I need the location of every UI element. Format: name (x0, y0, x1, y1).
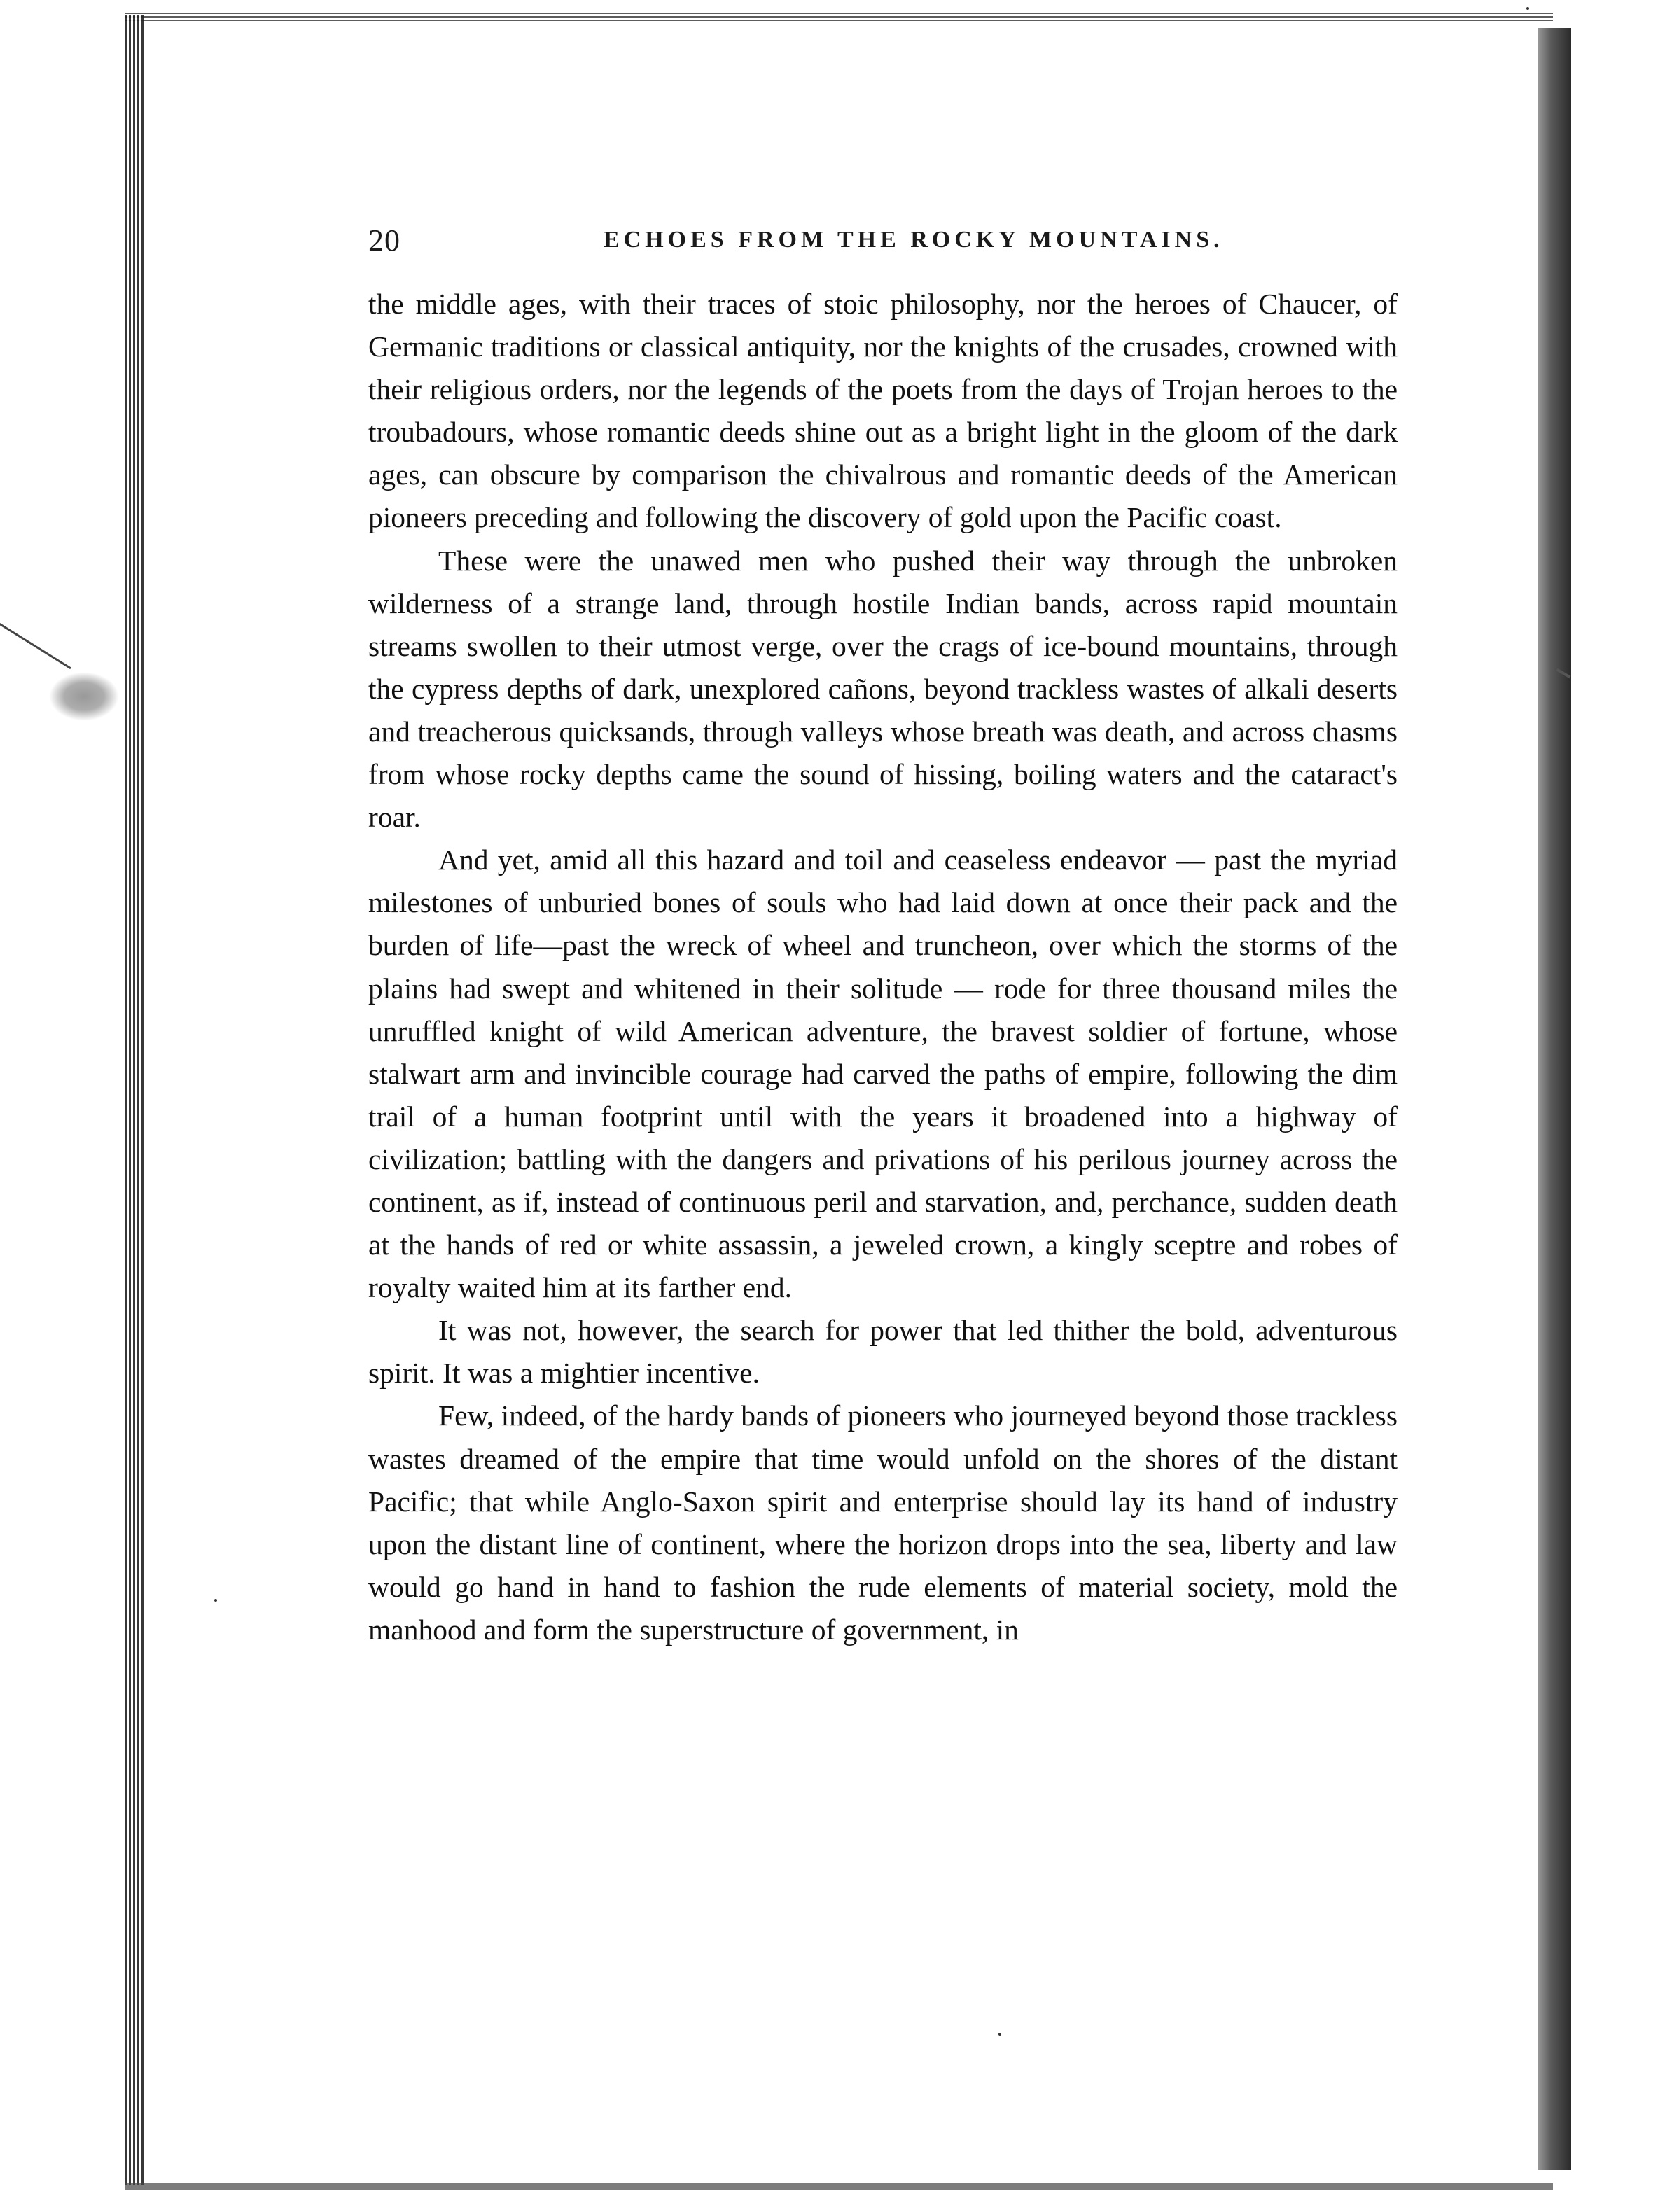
stray-dot (1526, 7, 1529, 10)
running-title: ECHOES FROM THE ROCKY MOUNTAINS. (604, 227, 1224, 253)
paragraph: the middle ages, with their traces of stoic philosophy, nor the heroes of Chaucer, of Germanic traditions or classical antiquity, nor the knights of the crusades, crowned with their religious orders, nor the legends of the poets from the days of Trojan heroes to the troubadours, whose romantic deeds shine out as a bright light in the gloom of the dark ages, can obscure by comparison the chivalrous and romantic deeds of the American pioneers preceding and following the discovery of gold upon the Pacific coast. (368, 288, 1398, 534)
binding-line (0, 623, 71, 669)
stray-dot (998, 2033, 1001, 2036)
paragraph: Few, indeed, of the hardy bands of pioneers who journeyed beyond those trackless wastes dreamed of the empire that time would unfold on the shores of the distant Pacific; that while Anglo-Saxon spirit and enterprise should lay its hand of industry upon the distant line of continent, where the horizon drops into the sea, liberty and law would go hand in hand to fashion the rude elements of material society, mold the manhood and form the superstructure of government, in (368, 1399, 1398, 1646)
page-edge-right (1538, 28, 1571, 2170)
body-text (368, 283, 1398, 1651)
page-edge-bottom (125, 2183, 1553, 2190)
paragraph: And yet, amid all this hazard and toil and ceaseless endeavor — past the myriad milestones of unburied bones of souls who had laid down at once their pack and the burden of life—past the wreck of wheel and truncheon, over which the storms of the plains had swept and whitened in their solitude — rode for three thousand miles the unruffled knight of wild American adventure, the bravest soldier of fortune, whose stalwart arm and invincible courage had carved the paths of empire, following the dim trail of a human footprint until with the years it broadened into a highway of civilization; battling with the dangers and privations of his perilous journey across the continent, as if, instead of continuous peril and starvation, and, perchance, sudden death at the hands of red or white assassin, a jeweled crown, a kingly sceptre and robes of royalty waited him at its farther end. (368, 844, 1398, 1304)
paragraph: It was not, however, the search for power that led thither the bold, adventurous spirit. It was a mightier incentive. (368, 1314, 1398, 1390)
stray-dot (214, 1599, 217, 1602)
running-head (368, 223, 1398, 265)
page-number: 20 (368, 223, 400, 258)
page-edge-top (125, 13, 1553, 22)
paragraph: These were the unawed men who pushed their way through the unbroken wilderness of a strange land, through hostile Indian bands, across rapid mountain streams swollen to their utmost verge, over the crags of ice-bound mountains, through the cypress depths of dark, unexplored cañons, beyond trackless wastes of alkali deserts and treacherous quicksands, through valleys whose breath was death, and across chasms from whose rocky depths came the sound of hissing, boiling waters and the cataract's roar. (368, 544, 1398, 834)
binding-smudge (49, 672, 119, 721)
page-edge-left (125, 15, 144, 2185)
